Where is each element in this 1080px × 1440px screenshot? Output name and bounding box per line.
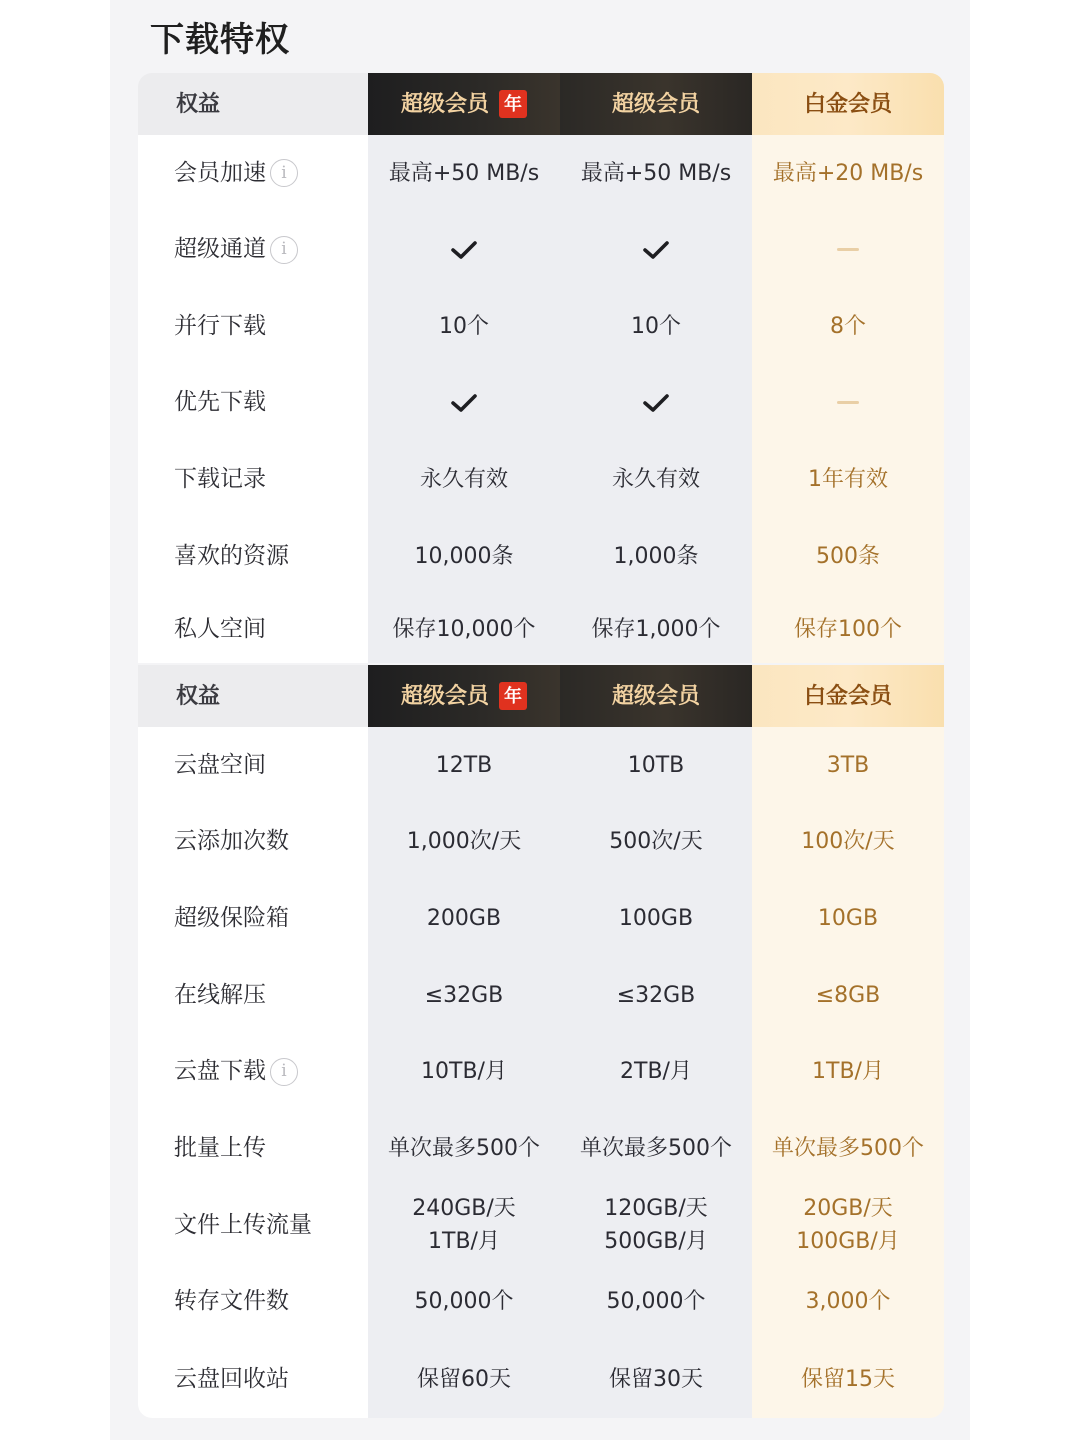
feature-label — [138, 211, 368, 288]
table-header-row — [138, 73, 944, 135]
value-cell: 单次最多500个 — [752, 1110, 944, 1187]
table-row — [138, 727, 944, 803]
two-line-value — [412, 1192, 516, 1258]
value-cell: 1TB/月 — [752, 1033, 944, 1110]
header-feature: 权益 — [138, 665, 368, 727]
table-row — [138, 1263, 944, 1340]
cloud-benefits-table — [138, 665, 944, 1418]
value-cell: 500次/天 — [560, 803, 752, 880]
value-cell — [368, 1187, 560, 1263]
feature-label: 并行下载 — [138, 288, 368, 364]
value-cell: 单次最多500个 — [368, 1110, 560, 1187]
info-icon[interactable]: i — [270, 236, 298, 264]
value-cell: 2TB/月 — [560, 1033, 752, 1110]
value-cell: 保存100个 — [752, 595, 944, 663]
header-tier-platinum: 白金会员 — [752, 665, 944, 727]
year-badge: 年 — [499, 682, 527, 710]
feature-label: 在线解压 — [138, 957, 368, 1033]
value-cell — [752, 364, 944, 441]
value-cell: 3,000个 — [752, 1263, 944, 1340]
feature-label: 云添加次数 — [138, 803, 368, 880]
check-icon — [451, 240, 477, 260]
value-cell — [560, 364, 752, 441]
value-cell: 保存1,000个 — [560, 595, 752, 663]
value-cell: 保留30天 — [560, 1340, 752, 1418]
header-tier-label: 超级会员 — [400, 91, 489, 117]
table-row — [138, 364, 944, 441]
feature-label — [138, 1033, 368, 1110]
feature-label — [138, 135, 368, 211]
value-cell: 8个 — [752, 288, 944, 364]
value-cell: 500条 — [752, 518, 944, 595]
value-cell — [368, 211, 560, 288]
header-feature: 权益 — [138, 73, 368, 135]
table-row — [138, 595, 944, 663]
value-cell: 100GB — [560, 880, 752, 957]
table-header-row — [138, 665, 944, 727]
value-cell: ≤32GB — [368, 957, 560, 1033]
table-row — [138, 211, 944, 288]
table-row — [138, 135, 944, 211]
dash-icon — [837, 248, 859, 251]
value-line-2: 100GB/月 — [796, 1229, 900, 1254]
table-row — [138, 1340, 944, 1418]
header-tier-label: 超级会员 — [400, 683, 489, 709]
feature-label: 私人空间 — [138, 595, 368, 663]
table-row — [138, 957, 944, 1033]
value-cell: 单次最多500个 — [560, 1110, 752, 1187]
download-benefits-table — [138, 73, 944, 663]
feature-label: 云盘回收站 — [138, 1340, 368, 1418]
value-cell: 100次/天 — [752, 803, 944, 880]
year-badge: 年 — [499, 90, 527, 118]
table-row — [138, 880, 944, 957]
feature-label: 喜欢的资源 — [138, 518, 368, 595]
value-cell: 10个 — [560, 288, 752, 364]
value-line-2: 1TB/月 — [428, 1229, 500, 1254]
table-row — [138, 803, 944, 880]
two-line-value — [604, 1192, 708, 1258]
feature-label: 优先下载 — [138, 364, 368, 441]
header-tier-platinum: 白金会员 — [752, 73, 944, 135]
value-cell: 12TB — [368, 727, 560, 803]
value-cell: 永久有效 — [368, 441, 560, 518]
value-cell — [752, 1187, 944, 1263]
value-cell: 10,000条 — [368, 518, 560, 595]
feature-label: 云盘空间 — [138, 727, 368, 803]
value-line-1: 20GB/天 — [803, 1196, 893, 1221]
header-tier-super: 超级会员 — [560, 73, 752, 135]
table-row — [138, 441, 944, 518]
table-row — [138, 288, 944, 364]
value-cell: 保留60天 — [368, 1340, 560, 1418]
value-line-1: 120GB/天 — [604, 1196, 708, 1221]
value-cell: 200GB — [368, 880, 560, 957]
value-cell: 最高+20 MB/s — [752, 135, 944, 211]
table-row — [138, 1187, 944, 1263]
value-cell: 50,000个 — [368, 1263, 560, 1340]
value-cell: 1,000条 — [560, 518, 752, 595]
header-tier-super-annual — [368, 73, 560, 135]
section-title: 下载特权 — [150, 20, 290, 60]
value-cell: 最高+50 MB/s — [560, 135, 752, 211]
header-tier-super: 超级会员 — [560, 665, 752, 727]
info-icon[interactable]: i — [270, 1058, 298, 1086]
value-cell: 1,000次/天 — [368, 803, 560, 880]
value-line-1: 240GB/天 — [412, 1196, 516, 1221]
feature-label: 下载记录 — [138, 441, 368, 518]
value-cell: 1年有效 — [752, 441, 944, 518]
value-cell: ≤32GB — [560, 957, 752, 1033]
value-cell — [752, 211, 944, 288]
header-tier-super-annual — [368, 665, 560, 727]
two-line-value — [796, 1192, 900, 1258]
table-row — [138, 1033, 944, 1110]
check-icon — [643, 393, 669, 413]
value-cell — [368, 364, 560, 441]
dash-icon — [837, 401, 859, 404]
value-cell — [560, 211, 752, 288]
table-row — [138, 1110, 944, 1187]
feature-text: 会员加速 — [174, 159, 266, 186]
feature-label: 转存文件数 — [138, 1263, 368, 1340]
table-row — [138, 518, 944, 595]
value-cell: 最高+50 MB/s — [368, 135, 560, 211]
feature-label: 文件上传流量 — [138, 1187, 368, 1263]
value-cell: 10TB — [560, 727, 752, 803]
value-cell: ≤8GB — [752, 957, 944, 1033]
value-cell: 10GB — [752, 880, 944, 957]
value-cell: 3TB — [752, 727, 944, 803]
value-cell: 保存10,000个 — [368, 595, 560, 663]
feature-text: 云盘下载 — [174, 1058, 266, 1084]
feature-label: 超级保险箱 — [138, 880, 368, 957]
value-cell: 50,000个 — [560, 1263, 752, 1340]
check-icon — [643, 240, 669, 260]
feature-text: 超级通道 — [174, 236, 266, 262]
value-cell: 永久有效 — [560, 441, 752, 518]
value-cell — [560, 1187, 752, 1263]
value-cell: 10个 — [368, 288, 560, 364]
value-line-2: 500GB/月 — [604, 1229, 708, 1254]
value-cell: 10TB/月 — [368, 1033, 560, 1110]
info-icon[interactable]: i — [270, 159, 298, 187]
value-cell: 保留15天 — [752, 1340, 944, 1418]
feature-label: 批量上传 — [138, 1110, 368, 1187]
check-icon — [451, 393, 477, 413]
